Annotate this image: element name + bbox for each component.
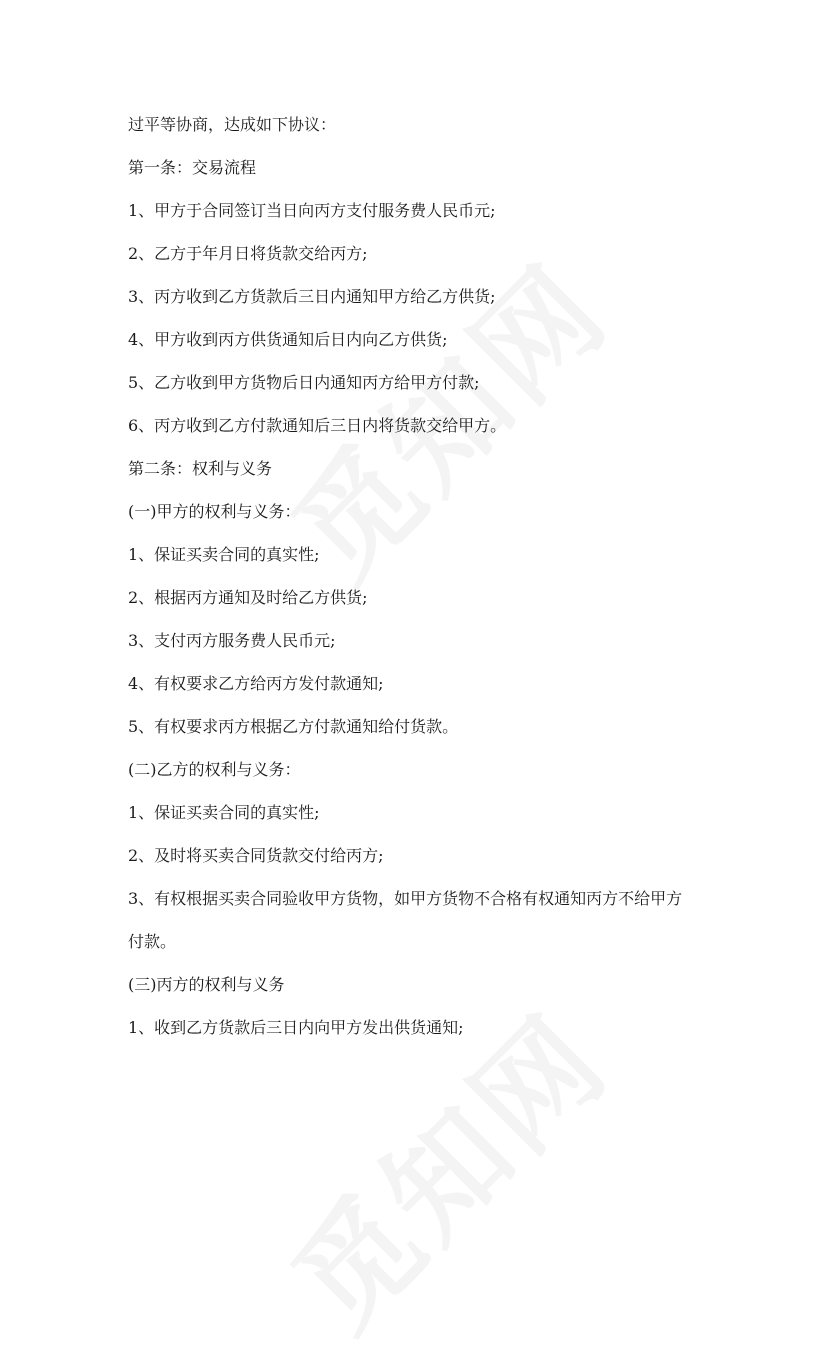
text-line: 1、甲方于合同签订当日向丙方支付服务费人民币元; (128, 201, 496, 220)
text-line: 1、保证买卖合同的真实性; (128, 803, 320, 822)
section-heading: 第一条：交易流程 (128, 158, 257, 177)
text-line: 付款。 (128, 932, 177, 951)
text-line: 2、及时将买卖合同货款交付给丙方; (128, 846, 384, 865)
subsection-heading: (三)丙方的权利与义务 (128, 975, 285, 994)
text-line: 1、收到乙方货款后三日内向甲方发出供货通知; (128, 1018, 464, 1037)
text-line: 6、丙方收到乙方付款通知后三日内将货款交给甲方。 (128, 416, 507, 435)
subsection-heading: (二)乙方的权利与义务： (128, 760, 301, 779)
text-line: 4、甲方收到丙方供货通知后日内向乙方供货; (128, 330, 448, 349)
text-line: 过平等协商，达成如下协议： (128, 115, 337, 134)
text-line: 2、根据丙方通知及时给乙方供货; (128, 588, 368, 607)
text-line: 5、有权要求丙方根据乙方付款通知给付货款。 (128, 717, 459, 736)
text-line: 5、乙方收到甲方货物后日内通知丙方给甲方付款; (128, 373, 480, 392)
text-line: 3、支付丙方服务费人民币元; (128, 631, 336, 650)
text-line: 2、乙方于年月日将货款交给丙方; (128, 244, 368, 263)
text-line: 4、有权要求乙方给丙方发付款通知; (128, 674, 384, 693)
text-line: 1、保证买卖合同的真实性; (128, 545, 320, 564)
subsection-heading: (一)甲方的权利与义务： (128, 502, 301, 521)
section-heading: 第二条：权利与义务 (128, 459, 273, 478)
text-line: 3、有权根据买卖合同验收甲方货物，如甲方货物不合格有权通知丙方不给甲方 (128, 889, 683, 908)
text-line: 3、丙方收到乙方货款后三日内通知甲方给乙方供货; (128, 287, 496, 306)
